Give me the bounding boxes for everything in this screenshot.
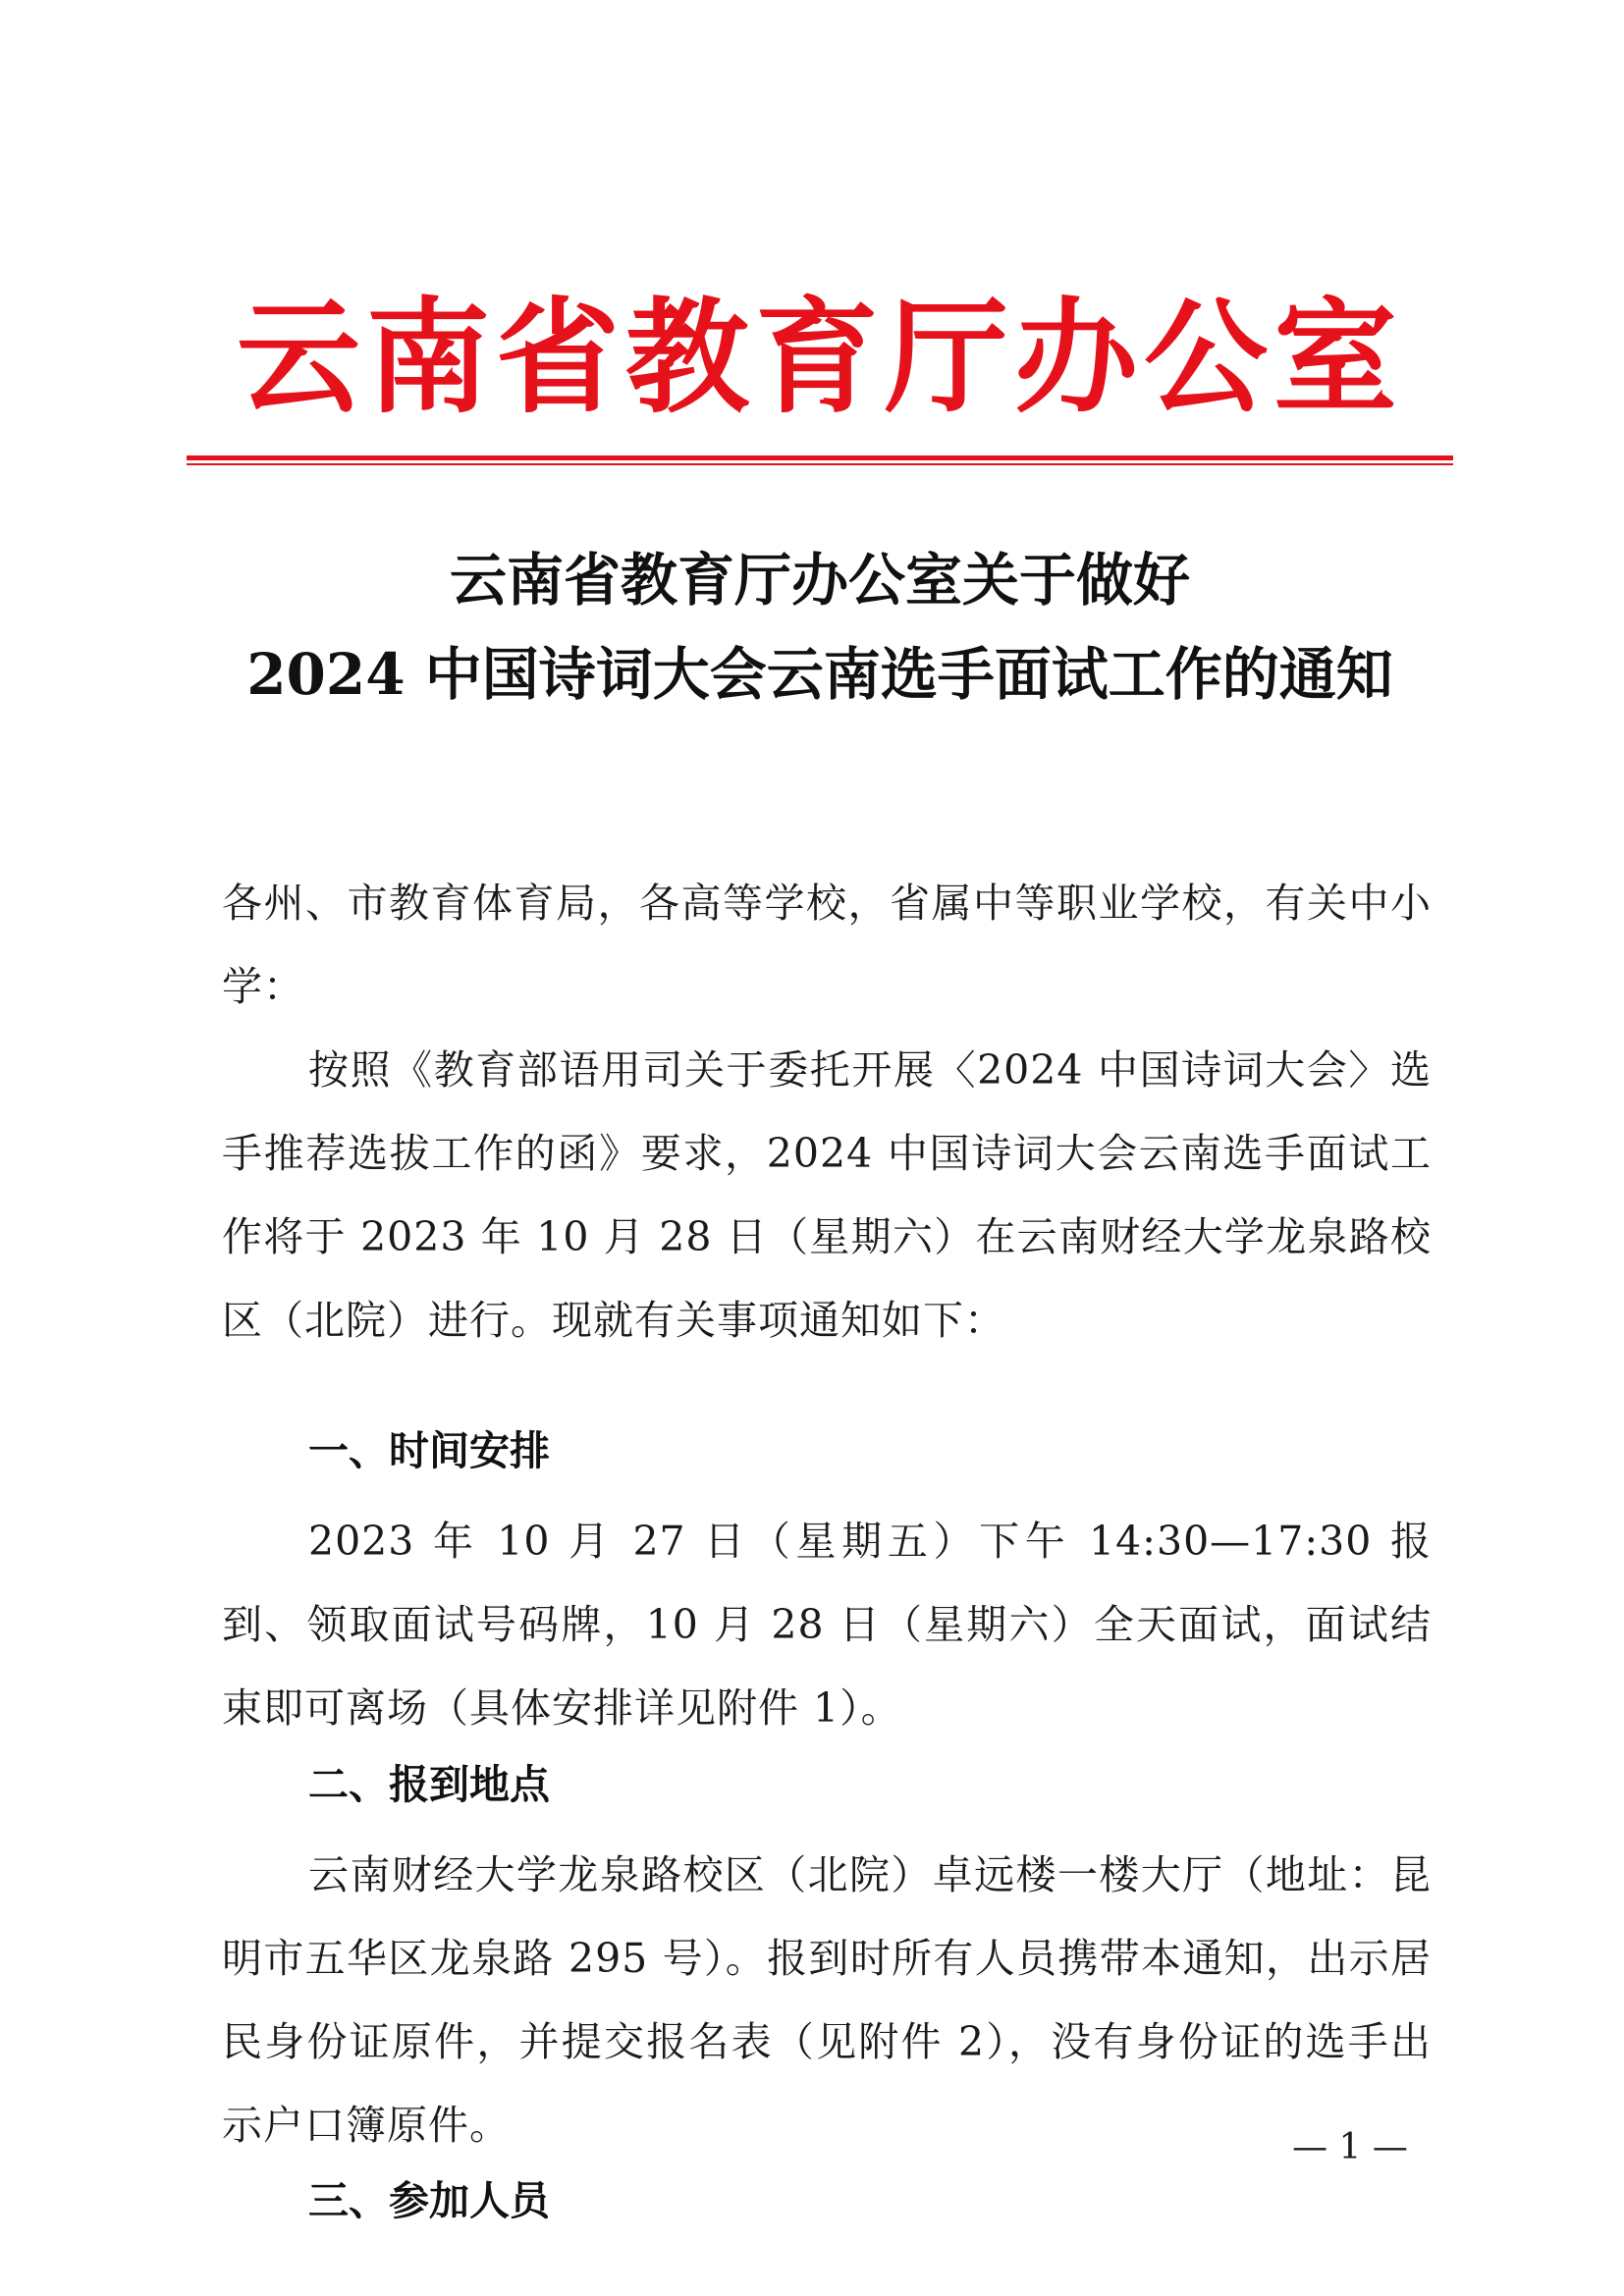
document-title-line-2: 2024 中国诗词大会云南选手面试工作的通知 — [246, 641, 1393, 708]
masthead-red-rule — [187, 455, 1453, 460]
section-text-schedule: 2023 年 10 月 27 日（星期五）下午 14:30—17:30 报到、领取面试号码牌，10 月 28 日（星期六）全天面试，面试结束即可离场（具体安排详见附件 1）。 — [222, 1518, 1432, 1732]
intro-paragraph: 按照《教育部语用司关于委托开展〈2024 中国诗词大会〉选手推荐选拔工作的函》要求，2024 中国诗词大会云南选手面试工作将于 2023 年 10 月 28 日（星期六）在云南财经大学龙泉路校区（北院）进行。现就有关事项通知如下： — [222, 1046, 1432, 1344]
masthead: 云南省教育厅办公室 — [237, 286, 1403, 430]
section-heading-participants: 三、参加人员 — [308, 2177, 550, 2224]
masthead-red-subrule — [187, 463, 1453, 465]
section-heading-location: 二、报到地点 — [308, 1761, 550, 1808]
document-title-line-1: 云南省教育厅办公室关于做好 — [449, 547, 1190, 614]
page-number: — 1 — — [1292, 2127, 1408, 2167]
salutation: 各州、市教育体育局，各高等学校，省属中等职业学校，有关中小学： — [222, 880, 1432, 1010]
section-text-location: 云南财经大学龙泉路校区（北院）卓远楼一楼大厅（地址：昆明市五华区龙泉路 295 号）。报到时所有人员携带本通知，出示居民身份证原件，并提交报名表（见附件 2），没有身份证的选手出示户口簿原件。 — [222, 1851, 1432, 2149]
section-heading-schedule: 一、时间安排 — [308, 1427, 550, 1474]
